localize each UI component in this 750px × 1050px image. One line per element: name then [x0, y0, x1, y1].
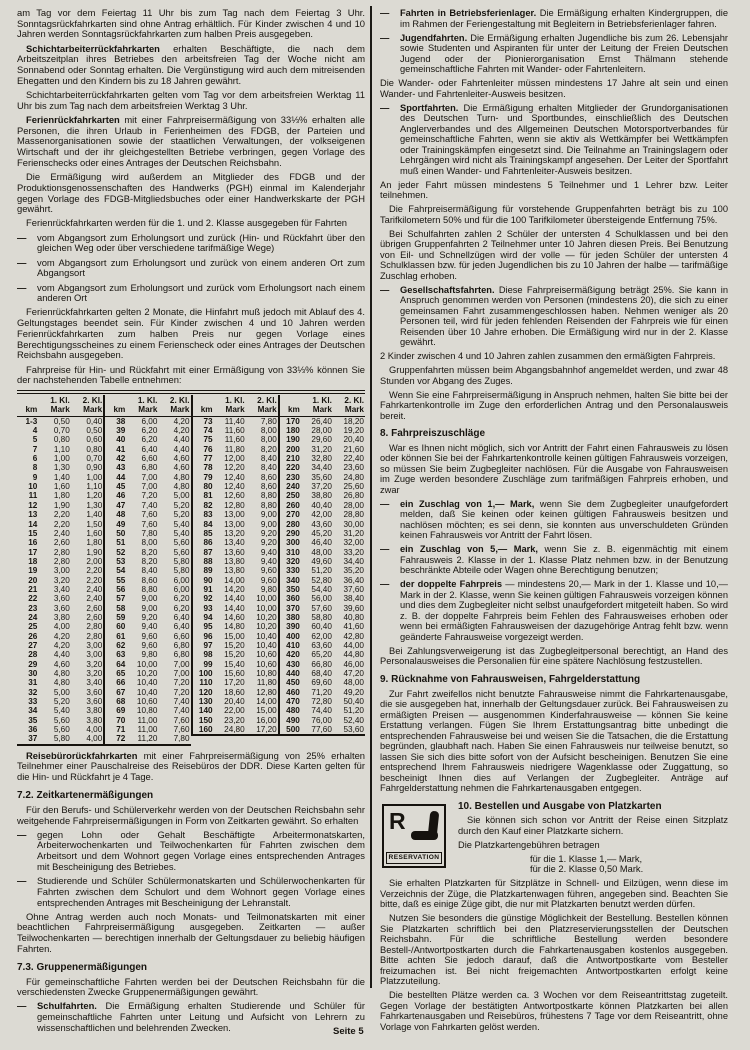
fare-row: 43 6,80 4,60	[116, 463, 190, 473]
fare-row: 180 28,00 19,20	[286, 426, 364, 436]
fare-row: 400 62,00 42,80	[286, 631, 364, 641]
fare-row: 64 10,00 7,00	[116, 659, 190, 669]
fare-row: 28 4,40 3,00	[28, 650, 103, 660]
dash-icon: —	[17, 256, 27, 268]
bold-lead: ein Zuschlag von 5,— Mark,	[400, 544, 538, 555]
fare-row: 410 63,60 44,00	[286, 640, 364, 650]
list-item-zuschlag-5-mark	[380, 544, 728, 576]
fare-row: 60 9,40 6,40	[116, 622, 190, 632]
fare-row: 160 24,80 17,20	[198, 725, 277, 735]
fare-row: 290 45,20 31,20	[286, 528, 364, 538]
dash-icon: —	[380, 32, 390, 43]
fare-row: 49 7,60 5,40	[116, 519, 190, 529]
fare-row: 92 14,40 10,00	[203, 594, 277, 604]
fare-table-group-2: km 1. Kl. Mark 2. Kl. Mark 38 6,00 4,20 39 6,20 4,20 40 6,20 4,40 41 6,40 4,40 42 6,60 4,60 43 6,80 4,60 44 7,00 4,80 45 7,00 4,80 46 7,20 5,00 47 7,40 5,20 48 7,60 5,20 49 7,60 5,40 50 7,80 5,40 51 8,00 5,60 52 8,20 5,60 53 8,20 5,80 54 8,40 5,80 55 8,60 6,00 56 8,80 6,00 57 9,00 6,20 58 9,00 6,20 59 9,20 6,40 60 9,40 6,40 61 9,60 6,60 62 9,60 6,80 63 9,80 6,80 64 10,00 7,00 65 10,20 7,00 66 10,40 7,20 67 10,40 7,20 68 10,60 7,40 69 10,80 7,40 70 11,00 7,60 71 11,00 7,60 72 11,20 7,80	[103, 395, 190, 746]
bold-lead: Gesellschaftsfahrten.	[400, 284, 495, 295]
fare-row: 340 52,80 36,40	[286, 575, 364, 585]
fare-row: 83 13,00 9,00	[203, 510, 277, 520]
fare-row: 27 4,20 3,00	[28, 640, 103, 650]
fare-row: 480 74,40 51,20	[286, 706, 364, 716]
fare-row: 35 5,60 3,80	[28, 715, 103, 725]
fare-row: 9 1,40 1,00	[32, 472, 103, 482]
dash-icon: —	[17, 875, 27, 887]
list-item-jugendfahrten	[380, 33, 728, 75]
fare-row: 320 49,60 34,40	[286, 556, 364, 566]
text-run: Die Ermäßigung erhalten Jugendliche bis zum 26. Lebensjahr sowie Studenten und Aspiranten für unter der Leitung der Freien Deutschen Jugend oder der Pionierorganisation Ernst Thälmann stehende gemeinschaftliche Fahrten mit Wander- oder Fahrtenleitern.	[400, 32, 728, 74]
text-run: erhalten Beschäftigte, die nach dem Arbeitszeitplan ihres Betriebes den arbeitsfreien Tag der Woche nicht am Sonnabend oder Sonntag erhalten. Die Vergünstigung wird auch dem mitreisenden Ehegatten und den Kindern bis zu 18 Jahren gewährt.	[17, 42, 365, 86]
para-mindestteilnehmer: An jeder Fahrt müssen mindestens 5 Teilnehmer und 1 Lehrer bzw. Leiter teilnehmen.	[380, 179, 728, 200]
text-run: Die Ermäßigung erhalten Studierende und Schüler für gemeinschaftliche Fahrten unter Leitung und Aufsicht von Lehrern zu wissenschaftlichen und belehrenden Zwecken.	[37, 1000, 365, 1033]
fare-table-group-1: km 1. Kl. Mark 2. Kl. Mark 1-3 0,50 0,40 4 0,70 0,50 5 0,80 0,60 7 1,10 0,80 6 1,00 0,70 8 1,30 0,90 9 1,40 1,00 10 1,60 1,10 11 1,80 1,20 12 1,90 1,30 13 2,20 1,40 14 2,20 1,50 15 2,40 1,60 16 2,60 1,80 17 2,80 1,90 18 2,80 2,00 19 3,00 2,20 20 3,20 2,20 21 3,40 2,40 22 3,60 2,40 23 3,60 2,60 24 3,80 2,60 25 4,00 2,80 26 4,20 2,80 27 4,20 3,00 28 4,40 3,00 29 4,60 3,20 30 4,80 3,20 31 4,80 3,40 32 5,00 3,60 33 5,20 3,60 34 5,40 3,80 35 5,60 3,80 36 5,60 4,00 37 5,80 4,00	[17, 395, 103, 746]
dash-icon: —	[380, 579, 390, 590]
fare-row: 85 13,20 9,20	[203, 528, 277, 538]
fare-table-group-3: km 1. Kl. Mark 2. Kl. Mark 73 11,40 7,80 74 11,60 8,00 75 11,60 8,00 76 11,80 8,20 77 12,00 8,40 78 12,20 8,40 79 12,40 8,60 80 12,40 8,60 81 12,60 8,80 82 12,80 8,80 83 13,00 9,00 84 13,00 9,00 85 13,20 9,20 86 13,40 9,20 87 13,60 9,40 88 13,80 9,40 89 13,80 9,60 90 14,00 9,60 91 14,20 9,80 92 14,40 10,00 93 14,40 10,00 94 14,60 10,20 95 14,80 10,20 96 15,00 10,40 97 15,20 10,40 98 15,20 10,60 99 15,40 10,60 100 15,60 10,80 110 17,20 11,80 120 18,60 12,80 130 20,40 14,00 140 22,00 15,00 150 23,20 16,00 160 24,80 17,20	[191, 395, 278, 736]
bold-lead: Jugendfahrten.	[400, 32, 468, 43]
dash-icon: —	[380, 284, 390, 295]
fare-row: 38 6,00 4,20	[116, 416, 190, 426]
fare-row: 31 4,80 3,40	[28, 678, 103, 688]
fare-row: 26 4,20 2,80	[28, 631, 103, 641]
bold-lead: Ferienrückfahrkarten	[26, 113, 120, 125]
fare-row: 72 11,20 7,80	[116, 734, 190, 744]
fare-row: 62 9,60 6,80	[116, 640, 190, 650]
para-platzkarten-verzeichnis: Sie erhalten Platzkarten für Sitzplätze in Schnell- und Eilzügen, wenn diese im Verzeichnis der Züge, die Platzkartenwagen führen, angegeben sind. Beachten Sie bitte, daß es einige Züge gibt, die nur mit Platzkarten benutzt werden dürfen.	[380, 878, 728, 910]
fare-row: 100 15,60 10,80	[198, 669, 277, 678]
page-number: Seite 5	[333, 1026, 364, 1037]
fare-row: 8 1,30 0,90	[32, 463, 103, 473]
fare-row: 370 57,60 39,60	[286, 603, 364, 613]
fare-row: 32 5,00 3,60	[28, 687, 103, 697]
text-run: Die Ermäßigung erhalten Mitglieder der Grundorganisationen des Deutschen Turn- und Sportbundes, einschließlich des Deutschen Anglerverbandes und des Allgemeinen Deutschen Motorsportverbandes für gemeinschaftliche Fahrten, wenn sie aktiv als Wettkämpfer bei Wettkämpfen oder Trainingskämpfen eingesetzt sind. Die Teilnahme an Trainingslagern oder Lehrgängen wird nicht als Trainingskampf angesehen. Der Leiter der Sportfahrt muß einen Wander- und Fahrtenleiter-Ausweis besitzen.	[400, 102, 728, 176]
para-schichtarbeiter-geltung: Schichtarbeiterrückfahrkarten gelten vom Tag vor dem arbeitsfreien Werktag 11 Uhr bis zum Tag nach dem arbeitsfreien Werktag 3 Uhr.	[17, 89, 365, 111]
fare-row: 78 12,20 8,40	[203, 463, 277, 473]
list-item-gleicher-weg	[17, 233, 365, 254]
list-item-text	[37, 1001, 365, 1033]
fare-row: 190 29,60 20,40	[286, 435, 364, 445]
para-ermaessigung-gruppenfahrten: Die Fahrpreisermäßigung für vorstehende Gruppenfahrten beträgt bis zu 100 Tarifkilometern 50% und für die 100 Tarifkilometer übersteigende Entfernung 75%.	[380, 204, 728, 225]
dash-icon: —	[17, 1000, 27, 1012]
fare-row: 300 46,40 32,00	[286, 538, 364, 548]
para-bestellte-plaetze: Die bestellten Plätze werden ca. 3 Wochen vor dem Reiseantrittstag zugeteilt. Gegen Vorlage der bestätigten Antwortpostkarte können Platzkarten bei allen Fahrkartenausgaben und Reisebüros, frühestens 7 Tage vor dem Reiseantritt, ohne Vorlage von Fahrkarten gelöst werden.	[380, 990, 728, 1032]
fare-row: 48 7,60 5,20	[116, 510, 190, 520]
fare-row: 37 5,80 4,00	[28, 734, 103, 744]
fare-row: 250 38,80 26,80	[286, 491, 364, 501]
fare-row: 50 7,80 5,40	[116, 528, 190, 538]
text-run: wenn Sie dem Zugbegleiter unaufgefordert melden, daß Sie keinen oder keinen gültigen Fahrausweis besitzen und nachlösen möchten; es sei denn, sie konnten aus unverschuldeten Gründen keinen Fahrausweis vor Antritt der Fahrt lösen.	[400, 498, 728, 541]
fare-row: 12 1,90 1,30	[28, 500, 103, 510]
bold-lead: der doppelte Fahrpreis	[400, 579, 503, 590]
fare-row: 270 42,00 28,80	[286, 510, 364, 520]
list-item-schulfahrten	[17, 1001, 365, 1033]
fare-row: 95 14,80 10,20	[203, 622, 277, 632]
fare-row: 68 10,60 7,40	[116, 697, 190, 707]
fare-row: 470 72,80 50,40	[286, 697, 364, 707]
list-item-arbeitermonatskarten	[17, 830, 365, 873]
fare-row: 16 2,60 1,80	[28, 538, 103, 548]
fare-row: 7 1,10 0,80	[32, 444, 103, 454]
fare-row: 23 3,60 2,60	[28, 603, 103, 613]
text-run: Die Ermäßigung erhalten Kindergruppen, die im Rahmen der Feriengestaltung mit Begleitern in Betriebsferienlager fahren.	[400, 8, 728, 29]
fare-row: 52 8,20 5,60	[116, 547, 190, 557]
para-schichtarbeiterrueckfahrkarten	[17, 44, 365, 87]
fare-row: 81 12,60 8,80	[203, 491, 277, 501]
fare-row: 71 11,00 7,60	[116, 725, 190, 735]
left-column	[17, 8, 365, 1037]
list-item-text: Studierende und Schüler Schülermonatskarten und Schülerwochenkarten für Fahrten zwischen dem Schulort und dem Wohnort gegen Vorlage eines entsprechenden Antrages mit Bescheinigung der Lehranstalt.	[37, 875, 365, 908]
reservation-logo	[382, 804, 446, 868]
para-sitzplatz-sichern: Sie können sich schon vor Antritt der Reise einen Sitzplatz durch den Kauf einer Platzkarte sichern.	[458, 815, 728, 836]
para-bestellung-platzkarten: Nutzen Sie besonders die günstige Möglichkeit der Bestellung. Bestellen können Sie Platzkarten schriftlich bei den Platzreservierungsstellen der Deutschen Reichsbahn. Für die schriftliche Bestellung werden besondere Bestell-/Antwortpostkarten durch die Fahrkartenausgaben kostenlos ausgegeben. Bitte achten Sie jedoch darauf, daß die Antwortpostkarte vom Besteller freizumachen ist. Bei nicht freigemachten Antwortpostkarten erfolgt keine Platzzuteilung.	[380, 913, 728, 987]
para-fahrpreise-tabelle-hinweis: Fahrpreise für Hin- und Rückfahrt mit einer Ermäßigung von 33⅓% können Sie der nachstehenden Tabelle entnehmen:	[17, 363, 365, 386]
fare-row: 17 2,80 1,90	[28, 547, 103, 557]
para-reisebuerorueckfahrkarten	[17, 751, 365, 783]
column-divider-line	[370, 6, 372, 988]
fare-row: 460 71,20 49,20	[286, 687, 364, 697]
fare-row: 65 10,20 7,00	[116, 669, 190, 678]
fare-row: 96 15,00 10,40	[203, 631, 277, 641]
list-item-text	[400, 544, 728, 576]
fare-row: 21 3,40 2,40	[28, 584, 103, 594]
fare-row: 86 13,40 9,20	[203, 538, 277, 548]
fare-row: 10 1,60 1,10	[28, 482, 103, 492]
para-monatskarten-ohne-antrag: Ohne Antrag werden auch noch Monats- und Teilmonatskarten mit einer beachtlichen Fahrpreisermäßigung ausgegeben. Zeitkarten — außer Teilwochenkarten — berechtigen innerhalb der Geltungsdauer zu beliebig häufigen Fahrten.	[17, 910, 365, 954]
list-item-text: vom Abgangsort zum Erholungsort und zurück vom Erholungsort nach einem anderen Ort	[37, 281, 365, 304]
para-fahrgelderstattung: Zur Fahrt zweifellos nicht benutzte Fahrausweise nimmt die Fahrkartenausgabe, die sie ausgegeben hat, innerhalb der Geltungsdauer zurück. Bei Fahrausweisen zu ermäßigten Preisen — ausgenommen Kinderfahrausweise — können Sie keine Erstattung verlangen. Fügen Sie Ihrem Erstattungsantrag bitte unbedingt die entsprechenden Fahrausweise bei und weisen Sie die Tatsachen, die die Erstattung begründen, glaubhaft nach. Haben Sie einen Fahrausweis nur teilweise benutzt, so lassen Sie sich dies bitte sofort von der Aufsicht bescheinigen. Benutzen Sie eine entsprechend Ihrem Fahrausweis niedrigere Wagenklasse oder Zuggattung, so bescheinigt Ihnen dies auf Verlangen der Zugbegleiter. Anträge auf Fahrgelderstattung nehmen die Fahrkartenausgaben entgegen.	[380, 688, 728, 794]
para-wanderleiter-alter: Die Wander- oder Fahrtenleiter müssen mindestens 17 Jahre alt sein und einen Wander- und Fahrtenleiter-Ausweis besitzen.	[380, 78, 728, 99]
fare-row: 24 3,80 2,60	[28, 612, 103, 622]
fare-row: 1-3 0,50 0,40	[25, 416, 103, 426]
fare-row: 76 11,80 8,20	[203, 444, 277, 454]
fare-row: 89 13,80 9,60	[203, 566, 277, 576]
fare-row: 59 9,20 6,40	[116, 612, 190, 622]
fare-row: 58 9,00 6,20	[116, 603, 190, 613]
fare-row: 36 5,60 4,00	[28, 725, 103, 735]
fare-row: 380 58,80 40,80	[286, 612, 364, 622]
fare-row: 440 68,40 47,20	[286, 669, 364, 678]
text-run: mit einer Fahrpreisermäßigung von 25% erhalten Teilnehmer einer Pauschalreise des Reisebüros der DDR. Diese Karten gelten für die Hin- und Rückfahrt je 4 Tage.	[17, 749, 365, 783]
fare-row: 80 12,40 8,60	[203, 482, 277, 492]
reservation-label: RESERVATION	[386, 852, 442, 863]
list-item-erholungsort-anderer-ort	[17, 283, 365, 304]
fare-row: 90 14,00 9,60	[203, 575, 277, 585]
fare-row: 30 4,80 3,20	[28, 669, 103, 678]
list-item-zuschlag-1-mark	[380, 499, 728, 541]
fee-2-klasse: für die 2. Klasse 0,50 Mark.	[530, 864, 644, 875]
para-platzkartengebuehren: Die Platzkartengebühren betragen	[458, 839, 600, 850]
para-ferien-geltungsdauer: Ferienrückfahrkarten gelten 2 Monate, die Hinfahrt muß jedoch mit Ablauf des 4. Geltungstages beendet sein. Für Kinder zwischen 4 und 10 Jahren werden Ferienrückfahrkarten zum halben Preis nur gegen Vorlage eines Berechtigungsscheines zu einem Ferienscheck oder eines Antrages der Deutschen Reichsbahn ausgegeben.	[17, 306, 365, 361]
fare-row: 15 2,40 1,60	[28, 528, 103, 538]
fare-row: 110 17,20 11,80	[199, 678, 277, 688]
fare-row: 63 9,80 6,80	[116, 650, 190, 660]
fare-row: 51 8,00 5,60	[116, 538, 190, 548]
fare-row: 390 60,40 41,60	[286, 622, 364, 632]
fare-row: 14 2,20 1,50	[28, 519, 103, 529]
fare-row: 70 11,00 7,60	[116, 715, 190, 725]
para-zwei-kinder: 2 Kinder zwischen 4 und 10 Jahren zahlen zusammen den ermäßigten Fahrpreis.	[380, 351, 716, 361]
dash-icon: —	[17, 281, 27, 293]
bold-lead: Schichtarbeiterrückfahrkarten	[26, 42, 160, 54]
fare-row: 210 32,80 22,40	[286, 454, 364, 464]
list-item-text: vom Abgangsort zum Erholungsort und zurück (Hin- und Rückfahrt über den gleichen Weg oder über verschiedene tarifmäßige Wege)	[37, 231, 365, 254]
fare-row: 13 2,20 1,40	[28, 510, 103, 520]
fare-row: 360 56,00 38,40	[286, 594, 364, 604]
fare-row: 82 12,80 8,80	[203, 500, 277, 510]
list-item-sportfahrten	[380, 103, 728, 177]
fare-row: 230 35,60 24,80	[286, 472, 364, 482]
fare-row: 91 14,20 9,80	[203, 584, 277, 594]
list-item-text	[400, 103, 728, 177]
bold-lead: ein Zuschlag von 1,— Mark,	[400, 498, 535, 509]
list-item-text	[400, 499, 728, 541]
fare-row: 88 13,80 9,40	[203, 556, 277, 566]
bold-lead: Schulfahrten.	[37, 1000, 97, 1012]
list-item-betriebsferienlager	[380, 8, 728, 29]
fare-row: 77 12,00 8,40	[203, 454, 277, 464]
para-sonntagsrueckfahrkarten: am Tag vor dem Feiertag 11 Uhr bis zum Tag nach dem Feiertag 3 Uhr. Sonntagsrückfahrkarten sind ohne Antrag erhältlich. Für Kinder zwischen 4 und 10 Jahren werden Sonntagsrückfahrkarten zum halben Preis ausgegeben.	[17, 7, 365, 40]
fare-row: 39 6,20 4,20	[116, 426, 190, 436]
fare-row: 53 8,20 5,80	[116, 556, 190, 566]
fare-row: 73 11,40 7,80	[203, 416, 277, 426]
dash-icon: —	[17, 231, 27, 243]
right-column	[380, 8, 728, 1037]
fare-row: 280 43,60 30,00	[286, 519, 364, 529]
heading-7-3-gruppenermaessigungen: 7.3. Gruppenermäßigungen	[17, 961, 148, 973]
fare-row: 490 76,00 52,40	[286, 715, 364, 725]
fare-row: 420 65,20 44,80	[286, 650, 364, 660]
text-run: Diese Fahrpreisermäßigung beträgt 25%. Sie kann in Anspruch genommen werden von Personen (mindestens 20), die sich zu einer gemeinsamen Fahrt zusammengeschlossen haben. Nehmen weniger als 20 Personen teil, wird für jeden fehlenden Reisenden der Fahrpreis wie für einen Reisenden über 10 Jahre erhoben. Die Ermäßigung wird nur in der 2. Klasse gewährt.	[400, 284, 728, 347]
dash-icon: —	[380, 8, 390, 18]
fare-row: 33 5,20 3,60	[28, 697, 103, 707]
fare-row: 19 3,00 2,20	[28, 566, 103, 576]
bold-lead: Sportfahrten.	[400, 102, 459, 113]
bold-lead: Fahrten in Betriebsferienlager.	[400, 8, 537, 18]
text-run: — mindestens 20,— Mark in der 1. Klasse und 10,— Mark in der 2. Klasse, wenn Sie keinen gültigen Fahrausweis vorzeigen können und dies dem Zugbegleiter nicht selbst unaufgefordert mitgeteilt haben. So wird z. B. der doppelte Fahrpreis beim Fehlen des Fahrausweises erhoben oder wenn bei ermäßigten Fahrausweisen der dazugehörige Antrag fehlt bzw. wenn geänderte Fahrausweise vorgezeigt werden.	[400, 579, 728, 642]
fare-row: 34 5,40 3,80	[28, 706, 103, 716]
fare-row: 42 6,60 4,60	[116, 454, 190, 464]
seat-icon	[410, 810, 440, 847]
fare-row: 150 23,20 16,00	[198, 715, 277, 725]
fare-row: 46 7,20 5,00	[116, 491, 190, 501]
fare-row: 25 4,00 2,80	[28, 622, 103, 632]
fare-row: 79 12,40 8,60	[203, 472, 277, 482]
heading-7-2-zeitkartenermaessigungen: 7.2. Zeitkartenermäßigungen	[17, 789, 154, 801]
fare-row: 500 77,60 53,60	[286, 725, 364, 735]
fare-row: 310 48,00 33,20	[286, 547, 364, 557]
fare-row: 84 13,00 9,00	[203, 519, 277, 529]
bold-lead: Reisebürorückfahrkarten	[26, 749, 138, 761]
dash-icon: —	[380, 102, 390, 113]
dash-icon: —	[380, 498, 390, 509]
fare-row: 18 2,80 2,00	[28, 556, 103, 566]
para-gruppenermaessigungen-intro: Für gemeinschaftliche Fahrten werden bei der Deutschen Reichsbahn für die verschiedensten Zwecke Gruppenermäßigungen gewährt.	[17, 975, 365, 998]
fare-row: 54 8,40 5,80	[116, 566, 190, 576]
para-schulfahrten-zuschlag: Bei Schulfahrten zahlen 2 Schüler der untersten 4 Schulklassen und bei den übrigen Gruppenfahrten 2 Teilnehmer unter 10 Jahren diesen Preis. Bei Benutzung von Eil- und Schnellzügen wird der volle — für jeden Schüler der untersten 4 Schulklassen bzw. für jeden Jugendlichen bis zu 10 Jahren der halbe — tarifmäßige Zuschlag erhoben.	[380, 228, 728, 281]
reservation-r-letter: R	[389, 807, 406, 834]
fare-table-group-4: km 1. Kl. Mark 2. Kl. Mark 170 26,40 18,20 180 28,00 19,20 190 29,60 20,40 200 31,20 21,60 210 32,80 22,40 220 34,40 23,60 230 35,60 24,80 240 37,20 25,60 250 38,80 26,80 260 40,40 28,00 270 42,00 28,80 280 43,60 30,00 290 45,20 31,20 300 46,40 32,00 310 48,00 33,20 320 49,60 34,40 330 51,20 35,20 340 52,80 36,40 350 54,40 37,60 360 56,00 38,40 370 57,60 39,60 380 58,80 40,80 390 60,40 41,60 400 62,00 42,80 410 63,60 44,00 420 65,20 44,80 430 66,80 46,00 440 68,40 47,20 450 69,60 48,00 460 71,20 49,20 470 72,80 50,40 480 74,40 51,20 490 76,00 52,40 500 77,60 53,60	[278, 395, 365, 736]
fare-row: 66 10,40 7,20	[116, 678, 190, 688]
fare-row: 220 34,40 23,60	[286, 463, 364, 473]
list-item-text: gegen Lohn oder Gehalt Beschäftigte Arbeitermonatskarten, Arbeiterwochenkarten und Teilwochenkarten für Fahrten zwischen dem Arbeitsort und dem Wohnort gegen Vorlage eines entsprechenden Antrages mit Bescheinigung des Betriebes.	[37, 828, 365, 872]
fare-row: 94 14,60 10,20	[203, 612, 277, 622]
section-10-platzkarten	[380, 801, 728, 879]
para-ferien-klassen: Ferienrückfahrkarten werden für die 1. und 2. Klasse ausgegeben für Fahrten	[26, 217, 348, 229]
fare-row: 430 66,80 46,00	[286, 659, 364, 669]
fare-row: 97 15,20 10,40	[203, 640, 277, 650]
fare-row: 120 18,60 12,80	[198, 687, 277, 697]
dash-icon: —	[17, 828, 27, 840]
list-item-anderer-ort-zum-abgangsort	[17, 258, 365, 279]
fare-row: 57 9,00 6,20	[116, 594, 190, 604]
fare-row: 56 8,80 6,00	[116, 584, 190, 594]
fare-row: 55 8,60 6,00	[116, 575, 190, 585]
heading-8-fahrpreiszuschlaege: 8. Fahrpreiszuschläge	[380, 428, 486, 439]
fare-row: 4 0,70 0,50	[32, 426, 103, 436]
fare-row: 140 22,00 15,00	[198, 706, 277, 716]
fare-row: 47 7,40 5,20	[116, 500, 190, 510]
fare-row: 93 14,40 10,00	[203, 603, 277, 613]
para-ferienrueckfahrkarten	[17, 115, 365, 169]
fee-1-klasse: für die 1. Klasse 1,— Mark,	[530, 853, 643, 864]
fare-row: 240 37,20 25,60	[286, 482, 364, 492]
text-run: mit einer Fahrpreisermäßigung von 33⅓% erhalten alle Personen, die ihren Urlaub in Ferienheimen des FDGB, der Parteien und Massenorganisationen sowie der staatlichen Verwaltungen, der volkseigenen Wirtschaft und der ihr gleichgestellten Betriebe verbringen, gegen Vorlage des Ferienschecks oder eines Antrages der Deutschen Reichsbahn.	[17, 113, 365, 168]
list-item-text	[400, 579, 728, 642]
fare-row: 170 26,40 18,20	[286, 416, 364, 426]
fare-row: 74 11,60 8,00	[203, 426, 277, 436]
fare-row: 75 11,60 8,00	[203, 435, 277, 445]
dash-icon: —	[380, 544, 390, 555]
fare-row: 5 0,80 0,60	[32, 435, 103, 445]
fare-row: 67 10,40 7,20	[116, 687, 190, 697]
heading-10-platzkarten: 10. Bestellen und Ausgabe von Platzkarten	[458, 800, 662, 812]
fare-row: 44 7,00 4,80	[116, 472, 190, 482]
fare-row: 69 10,80 7,40	[116, 706, 190, 716]
fare-row: 130 20,40 14,00	[198, 697, 277, 707]
fare-row: 29 4,60 3,20	[28, 659, 103, 669]
fare-row: 330 51,20 35,20	[286, 566, 364, 576]
list-item-schuelermonatskarten	[17, 876, 365, 908]
list-item-gesellschaftsfahrten	[380, 285, 728, 348]
list-item-text: vom Abgangsort zum Erholungsort und zurück von einem anderen Ort zum Abgangsort	[37, 256, 365, 279]
para-fahrkartenkontrolle-antrag: Wenn Sie eine Fahrpreisermäßigung in Anspruch nehmen, halten Sie bitte bei der Fahrkartenkontrolle im Zuge den erforderlichen Antrag und den Personalausweis bereit.	[380, 389, 728, 421]
list-item-text	[400, 285, 728, 348]
fare-row: 99 15,40 10,60	[203, 659, 277, 669]
para-nachloesen-intro: War es Ihnen nicht möglich, sich vor Antritt der Fahrt einen Fahrausweis zu lösen oder können Sie bei der Fahrkartenkontrolle keinen gültigen Fahrausweis vorzeigen, so müssen Sie beim Zugbegleiter nachlösen. Für die Ausgabe von Fahrausweisen im Zuge werden besondere Zuschläge zum tarifmäßigen Fahrpreis erhoben, und zwar	[380, 442, 728, 495]
fare-row: 40 6,20 4,40	[116, 435, 190, 445]
list-item-text	[400, 8, 728, 29]
fare-row: 260 40,40 28,00	[286, 500, 364, 510]
fare-table	[17, 390, 365, 746]
para-zeitkarten-intro: Für den Berufs- und Schülerverkehr werden von der Deutschen Reichsbahn sehr weitgehende Fahrpreisermäßigungen in Form von Zeitkarten gewährt. So erhalten	[17, 803, 365, 826]
para-zahlungsverweigerung: Bei Zahlungsverweigerung ist das Zugbegleitpersonal berechtigt, an Hand des Personalausweises die Personalien für eine spätere Nachlösung festzustellen.	[380, 645, 728, 667]
fare-row: 6 1,00 0,70	[32, 454, 103, 464]
fare-row: 61 9,60 6,60	[116, 631, 190, 641]
fare-row: 41 6,40 4,40	[116, 444, 190, 454]
fare-row: 87 13,60 9,40	[203, 547, 277, 557]
fare-row: 22 3,60 2,40	[28, 594, 103, 604]
list-item-doppelter-fahrpreis	[380, 579, 728, 642]
fare-row: 200 31,20 21,60	[286, 444, 364, 454]
fare-row: 350 54,40 37,60	[286, 584, 364, 594]
text-run: wenn Sie z. B. eigenmächtig mit einem Fahrausweis 2. Klasse in der 1. Klasse Platz nehmen bzw. in der Benutzung beschränkte Abteile oder Wagen ohne Berechtigung benutzen;	[400, 544, 728, 576]
fare-row: 20 3,20 2,20	[28, 575, 103, 585]
platzkarten-gebuehren	[530, 854, 728, 875]
fare-row: 450 69,60 48,00	[286, 678, 364, 688]
fare-row: 45 7,00 4,80	[116, 482, 190, 492]
heading-9-ruecknahme-fahrausweise: 9. Rücknahme von Fahrausweisen, Fahrgelderstattung	[380, 673, 641, 685]
para-fdgb-pgh: Die Ermäßigung wird außerdem an Mitglieder des FDGB und der Produktionsgenossenschaften des Handwerks (PGH) einmal im Kalenderjahr gegen Vorlage des FDGB-Mitgliedsbuches oder einer Handwerkskarte der PGH gewährt.	[17, 171, 365, 215]
list-item-text	[400, 33, 728, 75]
fare-row: 98 15,20 10,60	[203, 650, 277, 660]
fare-row: 11 1,80 1,20	[28, 491, 103, 501]
para-anmeldung-gruppenfahrten: Gruppenfahrten müssen beim Abgangsbahnhof angemeldet werden, und zwar 48 Stunden vor Abgang des Zuges.	[380, 365, 728, 386]
